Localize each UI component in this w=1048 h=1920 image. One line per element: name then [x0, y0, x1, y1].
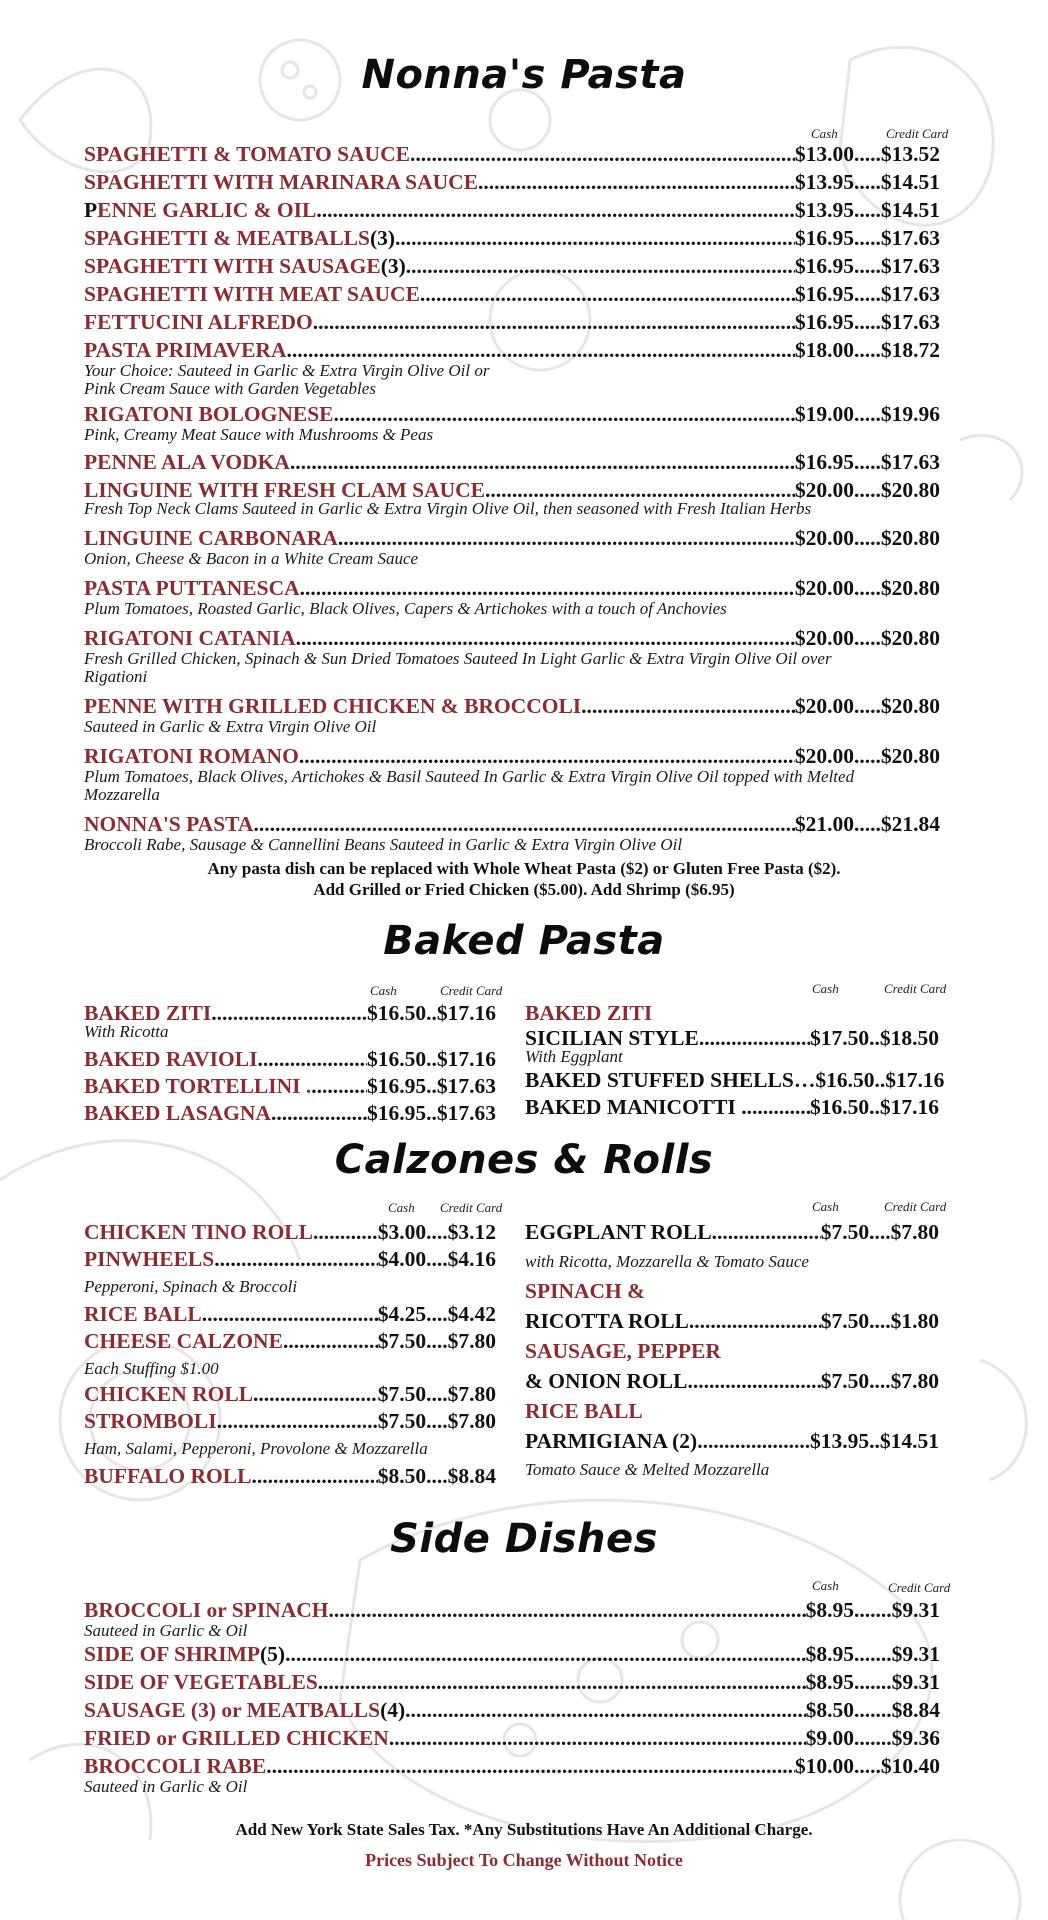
item-description: Mozzarella	[84, 785, 160, 804]
menu-item-title: RICE BALL	[525, 1399, 643, 1423]
column-header-cash: Cash	[812, 1199, 839, 1214]
calzones-left-column	[84, 1220, 496, 1491]
menu-item: SPAGHETTI WITH MARINARA SAUCE ..... $13.95 ..... $14.51	[84, 170, 940, 198]
menu-item: P ENNE GARLIC & OIL ..... $13.95 ..... $14.51	[84, 198, 940, 226]
menu-item: RIGATONI CATANIA ..... $20.00 ..... $20.80	[84, 626, 940, 650]
menu-item: RICE BALL ..... $4.25 .... $4.42	[84, 1302, 496, 1329]
menu-item: BAKED ZITI ..... $16.50 .. $17.16	[84, 1001, 496, 1023]
menu-item: SPAGHETTI WITH MEAT SAUCE ..... $16.95 ..... $17.63	[84, 282, 940, 310]
item-description: with Ricotta, Mozzarella & Tomato Sauce	[525, 1252, 809, 1271]
pasta-substitution-note: Any pasta dish can be replaced with Whole Wheat Pasta ($2) or Gluten Free Pasta ($2).	[207, 859, 841, 878]
column-header-cash: Cash	[812, 981, 839, 996]
menu-item: BAKED RAVIOLI ..... $16.50 .. $17.16	[84, 1047, 496, 1074]
menu-item: BAKED LASAGNA ..... $16.95 .. $17.63	[84, 1101, 496, 1128]
price-change-note: Prices Subject To Change Without Notice	[365, 1850, 683, 1870]
section-title-pasta: Nonna's Pasta	[361, 52, 687, 98]
item-description: Each Stuffing $1.00	[84, 1359, 219, 1378]
menu-item: SPAGHETTI & TOMATO SAUCE ..... $13.00 ..... $13.52	[84, 142, 940, 170]
menu-item: EGGPLANT ROLL ..... $7.50 .... $7.80	[525, 1220, 939, 1247]
menu-item: CHICKEN TINO ROLL ..... $3.00 .... $3.12	[84, 1220, 496, 1247]
menu-item: CHEESE CALZONE ..... $7.50 .... $7.80	[84, 1329, 496, 1356]
menu-item: BUFFALO ROLL ..... $8.50 .... $8.84	[84, 1464, 496, 1491]
menu-item: FETTUCINI ALFREDO ..... $16.95 ..... $17.63	[84, 310, 940, 338]
baked-right-column	[525, 1001, 945, 1122]
menu-item-title: SPINACH &	[525, 1279, 646, 1303]
menu-item: BAKED STUFFED SHELLS… $16.50 .. $17.16	[525, 1068, 945, 1092]
calzones-right-column	[525, 1220, 939, 1479]
menu-item: BROCCOLI or SPINACH ..... $8.95 ....... $9.31	[84, 1598, 940, 1622]
menu-item: & ONION ROLL ..... $7.50 .... $7.80	[525, 1369, 939, 1399]
menu-item: SPAGHETTI WITH SAUSAGE (3) ..... $16.95 ..... $17.63	[84, 254, 940, 282]
pasta-list	[84, 142, 940, 854]
column-header-cash: Cash	[388, 1200, 415, 1215]
menu-item: NONNA'S PASTA ..... $21.00 ..... $21.84	[84, 812, 940, 836]
item-description: Ham, Salami, Pepperoni, Provolone & Mozzarella	[84, 1439, 428, 1458]
item-description: Sauteed in Garlic & Oil	[84, 1777, 248, 1796]
column-header-cash: Cash	[812, 1578, 839, 1593]
item-description: Plum Tomatoes, Black Olives, Artichokes & Basil Sauteed In Garlic & Extra Virgin Olive Oil topped with Melted	[84, 767, 855, 786]
column-header-card: Credit Card	[886, 126, 949, 141]
menu-item: CHICKEN ROLL ..... $7.50 .... $7.80	[84, 1382, 496, 1409]
menu-item: PASTA PUTTANESCA ..... $20.00 ..... $20.80	[84, 576, 940, 600]
item-description: Pink Cream Sauce with Garden Vegetables	[84, 379, 376, 398]
item-description: Your Choice: Sauteed in Garlic & Extra Virgin Olive Oil or	[84, 361, 490, 380]
pasta-addon-note: Add Grilled or Fried Chicken ($5.00). Add Shrimp ($6.95)	[313, 880, 735, 899]
item-description: Tomato Sauce & Melted Mozzarella	[525, 1460, 770, 1479]
column-header-card: Credit Card	[440, 983, 503, 998]
item-description: Fresh Grilled Chicken, Spinach & Sun Dried Tomatoes Sauteed In Light Garlic & Extra Virgin Olive Oil over	[84, 649, 832, 668]
menu-item: SIDE OF SHRIMP (5) ..... $8.95 ....... $9.31	[84, 1642, 940, 1670]
item-description: With Eggplant	[525, 1047, 623, 1066]
item-description: Broccoli Rabe, Sausage & Cannellini Beans Sauteed in Garlic & Extra Virgin Olive Oil	[84, 835, 683, 854]
menu-item: SAUSAGE (3) or MEATBALLS (4) ..... $8.50 ....... $8.84	[84, 1698, 940, 1726]
menu-item: PENNE WITH GRILLED CHICKEN & BROCCOLI ..... $20.00 ..... $20.80	[84, 694, 940, 718]
column-header-card: Credit Card	[888, 1580, 951, 1595]
menu-item: FRIED or GRILLED CHICKEN ..... $9.00 ....... $9.36	[84, 1726, 940, 1754]
column-header-cash: Cash	[370, 983, 397, 998]
item-description: Pepperoni, Spinach & Broccoli	[84, 1277, 298, 1296]
section-title-baked: Baked Pasta	[383, 918, 665, 964]
baked-left-column	[84, 1001, 496, 1128]
menu-item: BROCCOLI RABE ..... $10.00 ..... $10.40	[84, 1754, 940, 1778]
menu-item: LINGUINE WITH FRESH CLAM SAUCE ..... $20.00 ..... $20.80	[84, 478, 940, 500]
item-description: Pink, Creamy Meat Sauce with Mushrooms & Peas	[84, 425, 434, 444]
menu-item: PARMIGIANA (2) ..... $13.95 .. $14.51	[525, 1429, 939, 1457]
menu-item: SPAGHETTI & MEATBALLS (3) ..... $16.95 ..... $17.63	[84, 226, 940, 254]
menu-item: BAKED TORTELLINI . ..... $16.95 .. $17.63	[84, 1074, 496, 1101]
item-description: Sauteed in Garlic & Oil	[84, 1621, 248, 1640]
menu-item: BAKED MANICOTTI .... ..... $16.50 .. $17.16	[525, 1095, 939, 1122]
section-title-calzones: Calzones & Rolls	[334, 1137, 714, 1183]
item-description: Rigationi	[84, 667, 148, 686]
item-description: With Ricotta	[84, 1022, 169, 1041]
item-description: Sauteed in Garlic & Extra Virgin Olive Oil	[84, 717, 377, 736]
section-title-sides: Side Dishes	[390, 1516, 658, 1562]
menu-item-title: BAKED ZITI	[525, 1001, 653, 1025]
sides-list	[84, 1598, 940, 1796]
column-header-card: Credit Card	[440, 1200, 503, 1215]
menu-item: PENNE ALA VODKA ..... $16.95 ..... $17.63	[84, 450, 940, 478]
menu-item: RIGATONI BOLOGNESE ..... $19.00 ..... $19.96	[84, 402, 940, 426]
menu-item: LINGUINE CARBONARA ..... $20.00 ..... $20.80	[84, 526, 940, 550]
menu-item-title: SAUSAGE, PEPPER	[525, 1339, 721, 1363]
column-header-cash: Cash	[811, 126, 838, 141]
column-header-card: Credit Card	[884, 981, 947, 996]
tax-note: Add New York State Sales Tax. *Any Substitutions Have An Additional Charge.	[235, 1820, 813, 1839]
item-description: Onion, Cheese & Bacon in a White Cream Sauce	[84, 549, 419, 568]
item-description: Fresh Top Neck Clams Sauteed in Garlic & Extra Virgin Olive Oil, then seasoned with Fresh Italian Herbs	[84, 499, 812, 518]
menu-item: PINWHEELS ..... $4.00 .... $4.16	[84, 1247, 496, 1274]
menu-item: RICOTTA ROLL ..... $7.50 .... $1.80	[525, 1309, 939, 1339]
item-description: Plum Tomatoes, Roasted Garlic, Black Olives, Capers & Artichokes with a touch of Anchovies	[84, 599, 727, 618]
menu-item: SICILIAN STYLE ..... $17.50 .. $18.50	[525, 1026, 939, 1048]
menu-item: SIDE OF VEGETABLES ..... $8.95 ....... $9.31	[84, 1670, 940, 1698]
menu-item: STROMBOLI ..... $7.50 .... $7.80	[84, 1409, 496, 1436]
menu-item: PASTA PRIMAVERA ..... $18.00 ..... $18.72	[84, 338, 940, 362]
column-header-card: Credit Card	[884, 1199, 947, 1214]
menu-item: RIGATONI ROMANO ..... $20.00 ..... $20.80	[84, 744, 940, 768]
